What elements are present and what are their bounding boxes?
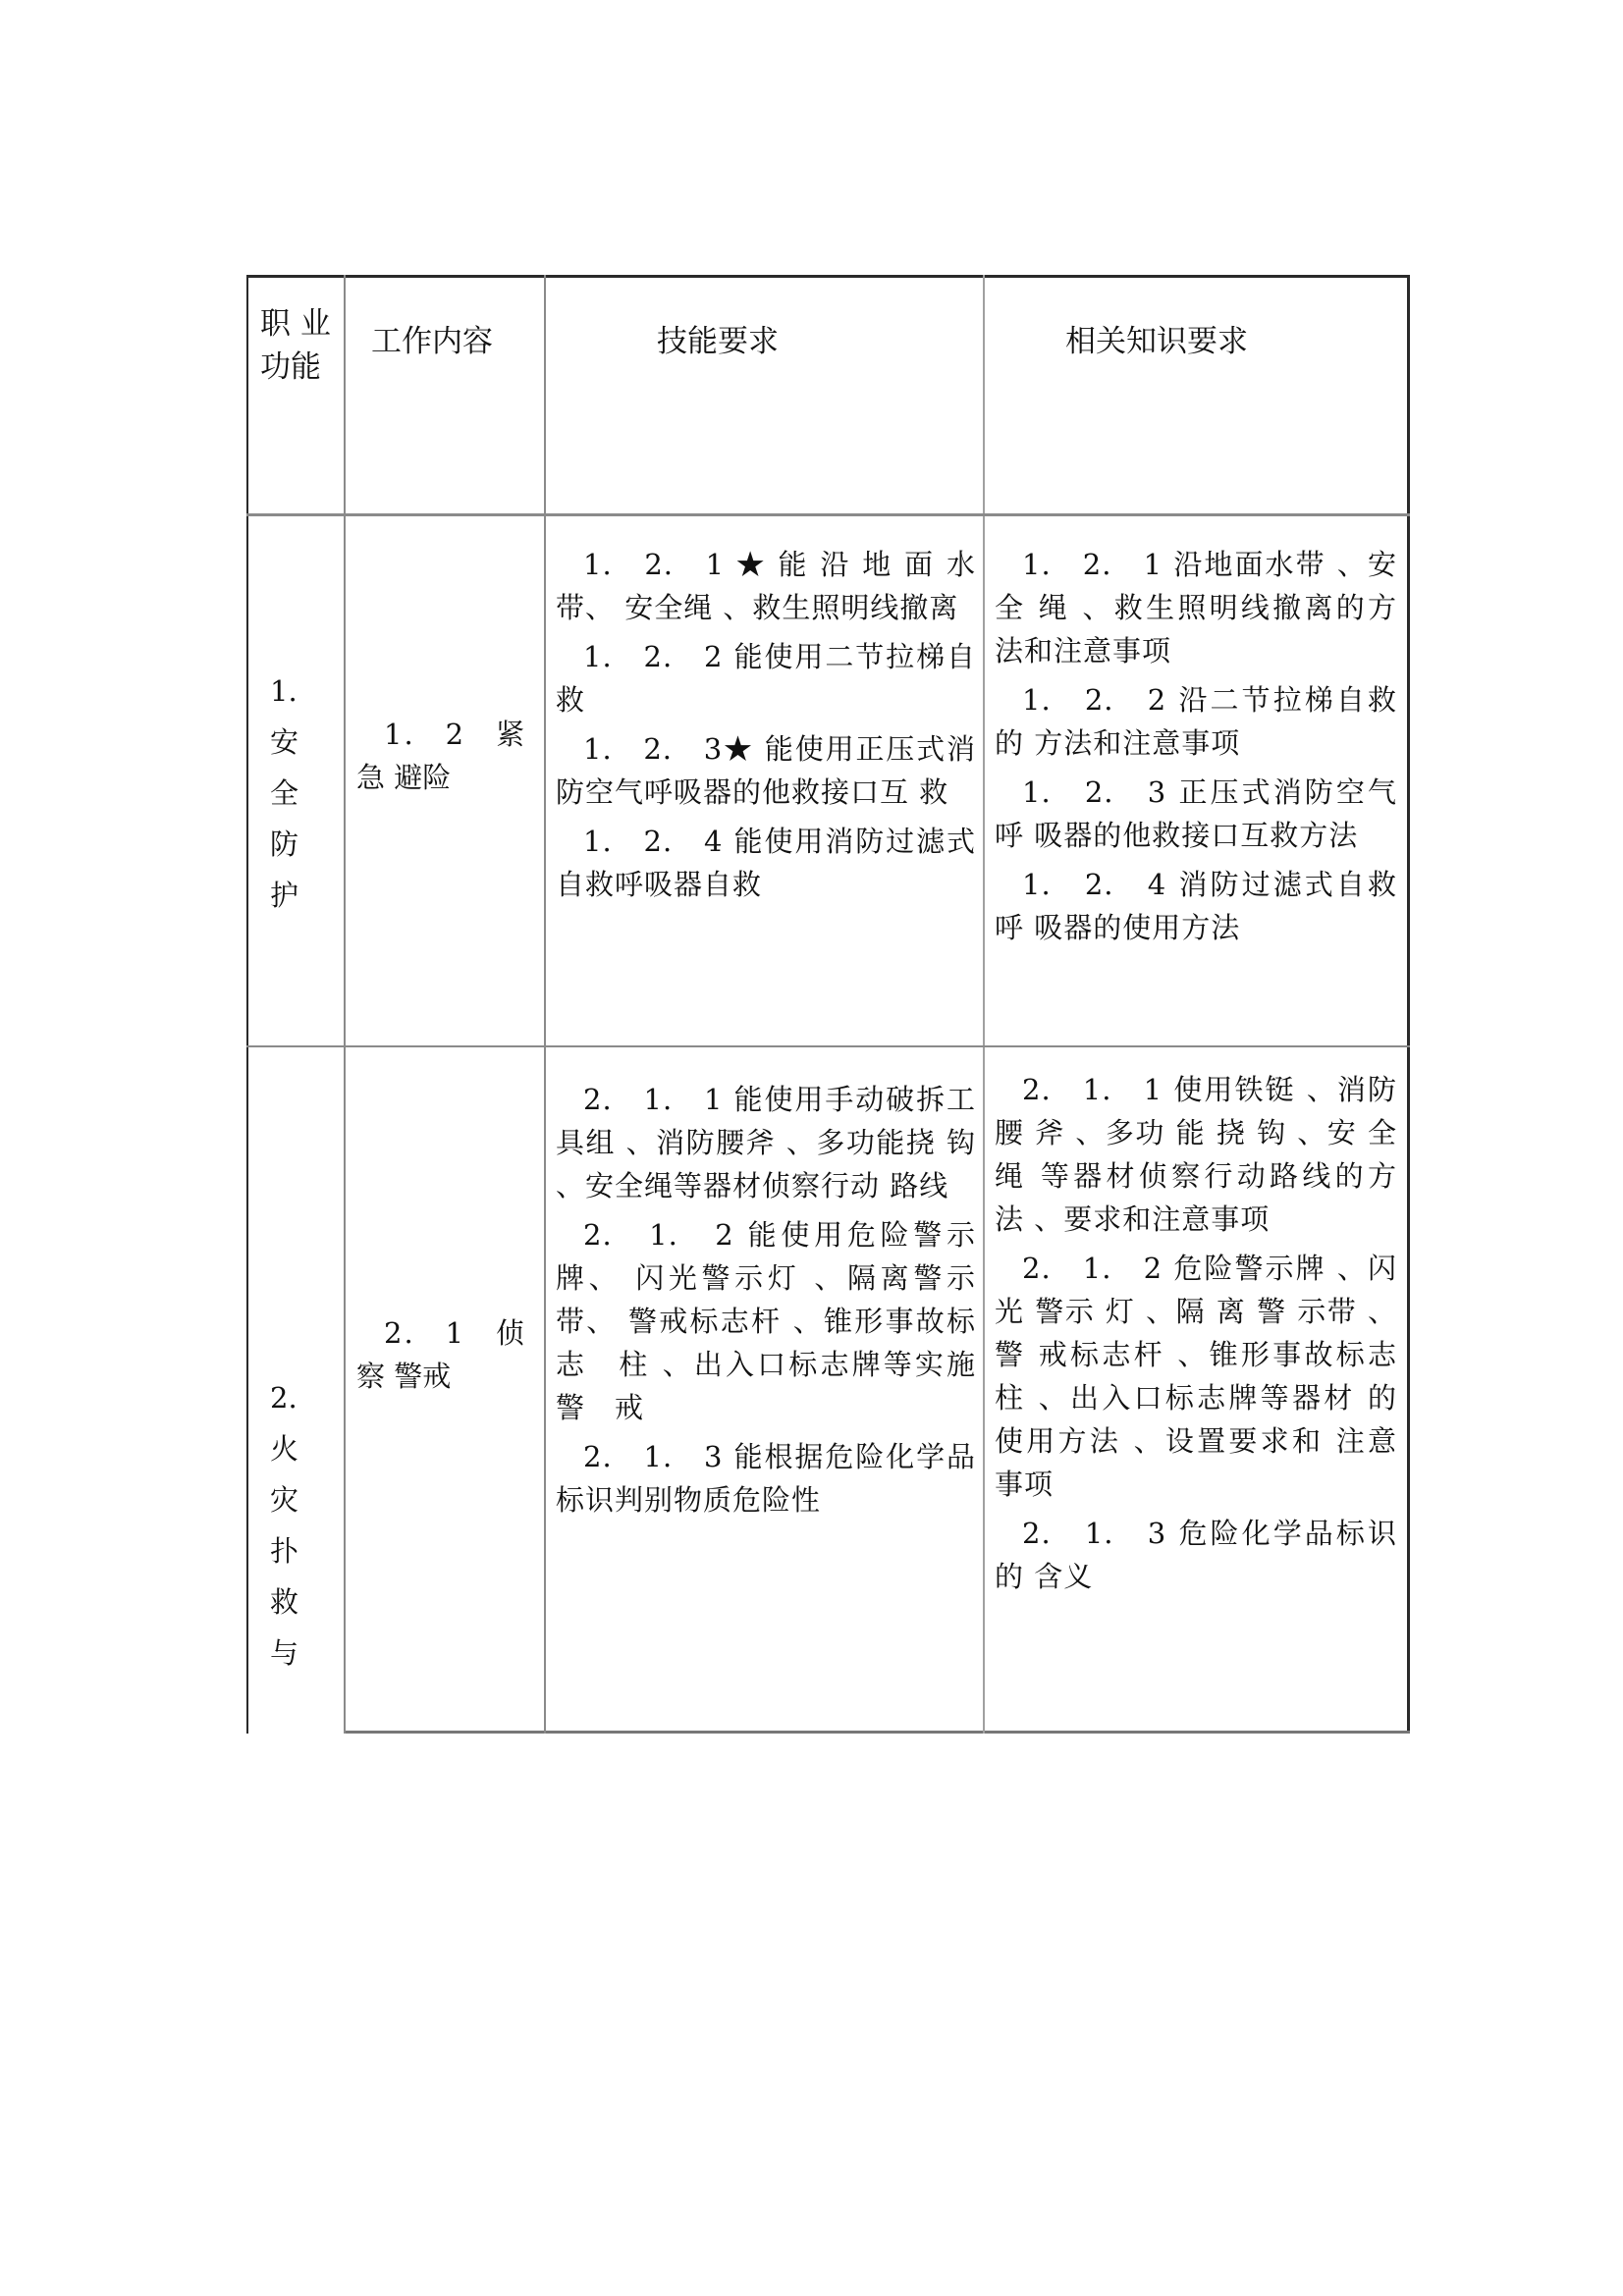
knowledge-item: 1. 2. 4 消防过滤式自救呼 吸器的使用方法 — [995, 868, 1397, 944]
knowledge-item: 1. 2. 3 正压式消防空气呼 吸器的他救接口互救方法 — [995, 775, 1397, 852]
row1-function-number: 1. — [270, 674, 298, 708]
skill-item: 1. 2. 1 ★ 能 沿 地 面 水 带、 安全绳 、救生照明线撤离 — [556, 548, 976, 624]
header-work-content: 工作内容 — [371, 324, 493, 359]
knowledge-item: 2. 1. 2 危险警示牌 、闪光 警示 灯 、隔 离 警 示带 、警 戒标志杆 、锥形事故标志 柱 、出入口标志牌等器材 的使用方法 、设置要求和 注意事项 — [995, 1252, 1397, 1501]
header-function-line2: 功能 — [260, 349, 321, 385]
row1-function-char: 防 — [270, 828, 299, 861]
knowledge-item: 1. 2. 1 沿地面水带 、安全 绳 、救生照明线撤离的方 法和注意事项 — [995, 548, 1397, 667]
row2-function-char: 救 — [270, 1585, 299, 1619]
row2-work-content — [356, 1311, 533, 1398]
row1-knowledge — [995, 543, 1397, 955]
table-top-border — [246, 275, 1410, 278]
skill-item: 2. 1. 1 能使用手动破拆工 具组 、消防腰斧 、多功能挠 钩 、安全绳等器材侦察行动 路线 — [556, 1083, 976, 1202]
row2-knowledge — [995, 1068, 1397, 1604]
row2-skills — [556, 1078, 976, 1527]
col-sep-2 — [544, 275, 546, 1734]
table-bottom-border — [344, 1731, 1410, 1734]
row2-function-char: 与 — [270, 1636, 299, 1670]
skill-item: 2. 1. 3 能根据危险化学品 标识判别物质危险性 — [556, 1440, 976, 1517]
row1-function-char: 护 — [270, 879, 299, 912]
row1-skills — [556, 543, 976, 912]
row2-function-char: 灾 — [270, 1483, 299, 1517]
row1-function-char: 安 — [270, 725, 299, 759]
header-skill-requirements: 技能要求 — [657, 324, 779, 359]
row2-work-line1: 2. 1 侦 — [384, 1316, 527, 1350]
skill-item: 2. 1. 2 能使用危险警示牌、 闪光警示灯 、隔离警示带、 警戒标志杆 、锥形事故标志 柱 、出入口标志牌等实施警 戒 — [556, 1218, 976, 1424]
row2-function — [270, 1372, 329, 1679]
row2-function-char: 火 — [270, 1432, 299, 1466]
row1-work-line2: 急 避险 — [356, 761, 452, 794]
row-sep-1 — [246, 1045, 1410, 1047]
table-left-border — [246, 275, 248, 1734]
skill-item: 1. 2. 4 能使用消防过滤式 自救呼吸器自救 — [556, 825, 976, 901]
row1-function — [270, 666, 329, 921]
knowledge-item: 1. 2. 2 沿二节拉梯自救的 方法和注意事项 — [995, 683, 1397, 760]
knowledge-item: 2. 1. 1 使用铁铤 、消防腰 斧 、多功 能 挠 钩 、安 全 绳 等器材侦察行动路线的方 法 、要求和注意事项 — [995, 1073, 1397, 1236]
header-knowledge-requirements: 相关知识要求 — [1065, 324, 1248, 359]
col-sep-3 — [983, 275, 985, 1734]
row1-work-content — [356, 713, 533, 799]
col-sep-1 — [344, 275, 346, 1734]
row2-function-number: 2. — [270, 1381, 298, 1415]
header-function-line1: 职 业 — [260, 306, 331, 342]
row2-work-line2: 察 警戒 — [356, 1360, 452, 1393]
knowledge-item: 2. 1. 3 危险化学品标识的 含义 — [995, 1517, 1397, 1593]
table-right-border — [1407, 275, 1410, 1734]
row-sep-header — [246, 513, 1410, 516]
occupational-skills-table — [246, 275, 1410, 1734]
skill-item: 1. 2. 3★ 能使用正压式消 防空气呼吸器的他救接口互 救 — [556, 732, 976, 809]
skill-item: 1. 2. 2 能使用二节拉梯自 救 — [556, 640, 976, 717]
header-function — [260, 302, 339, 389]
row2-function-char: 扑 — [270, 1534, 299, 1568]
row1-function-char: 全 — [270, 776, 299, 810]
row1-work-line1: 1. 2 紧 — [384, 718, 527, 751]
